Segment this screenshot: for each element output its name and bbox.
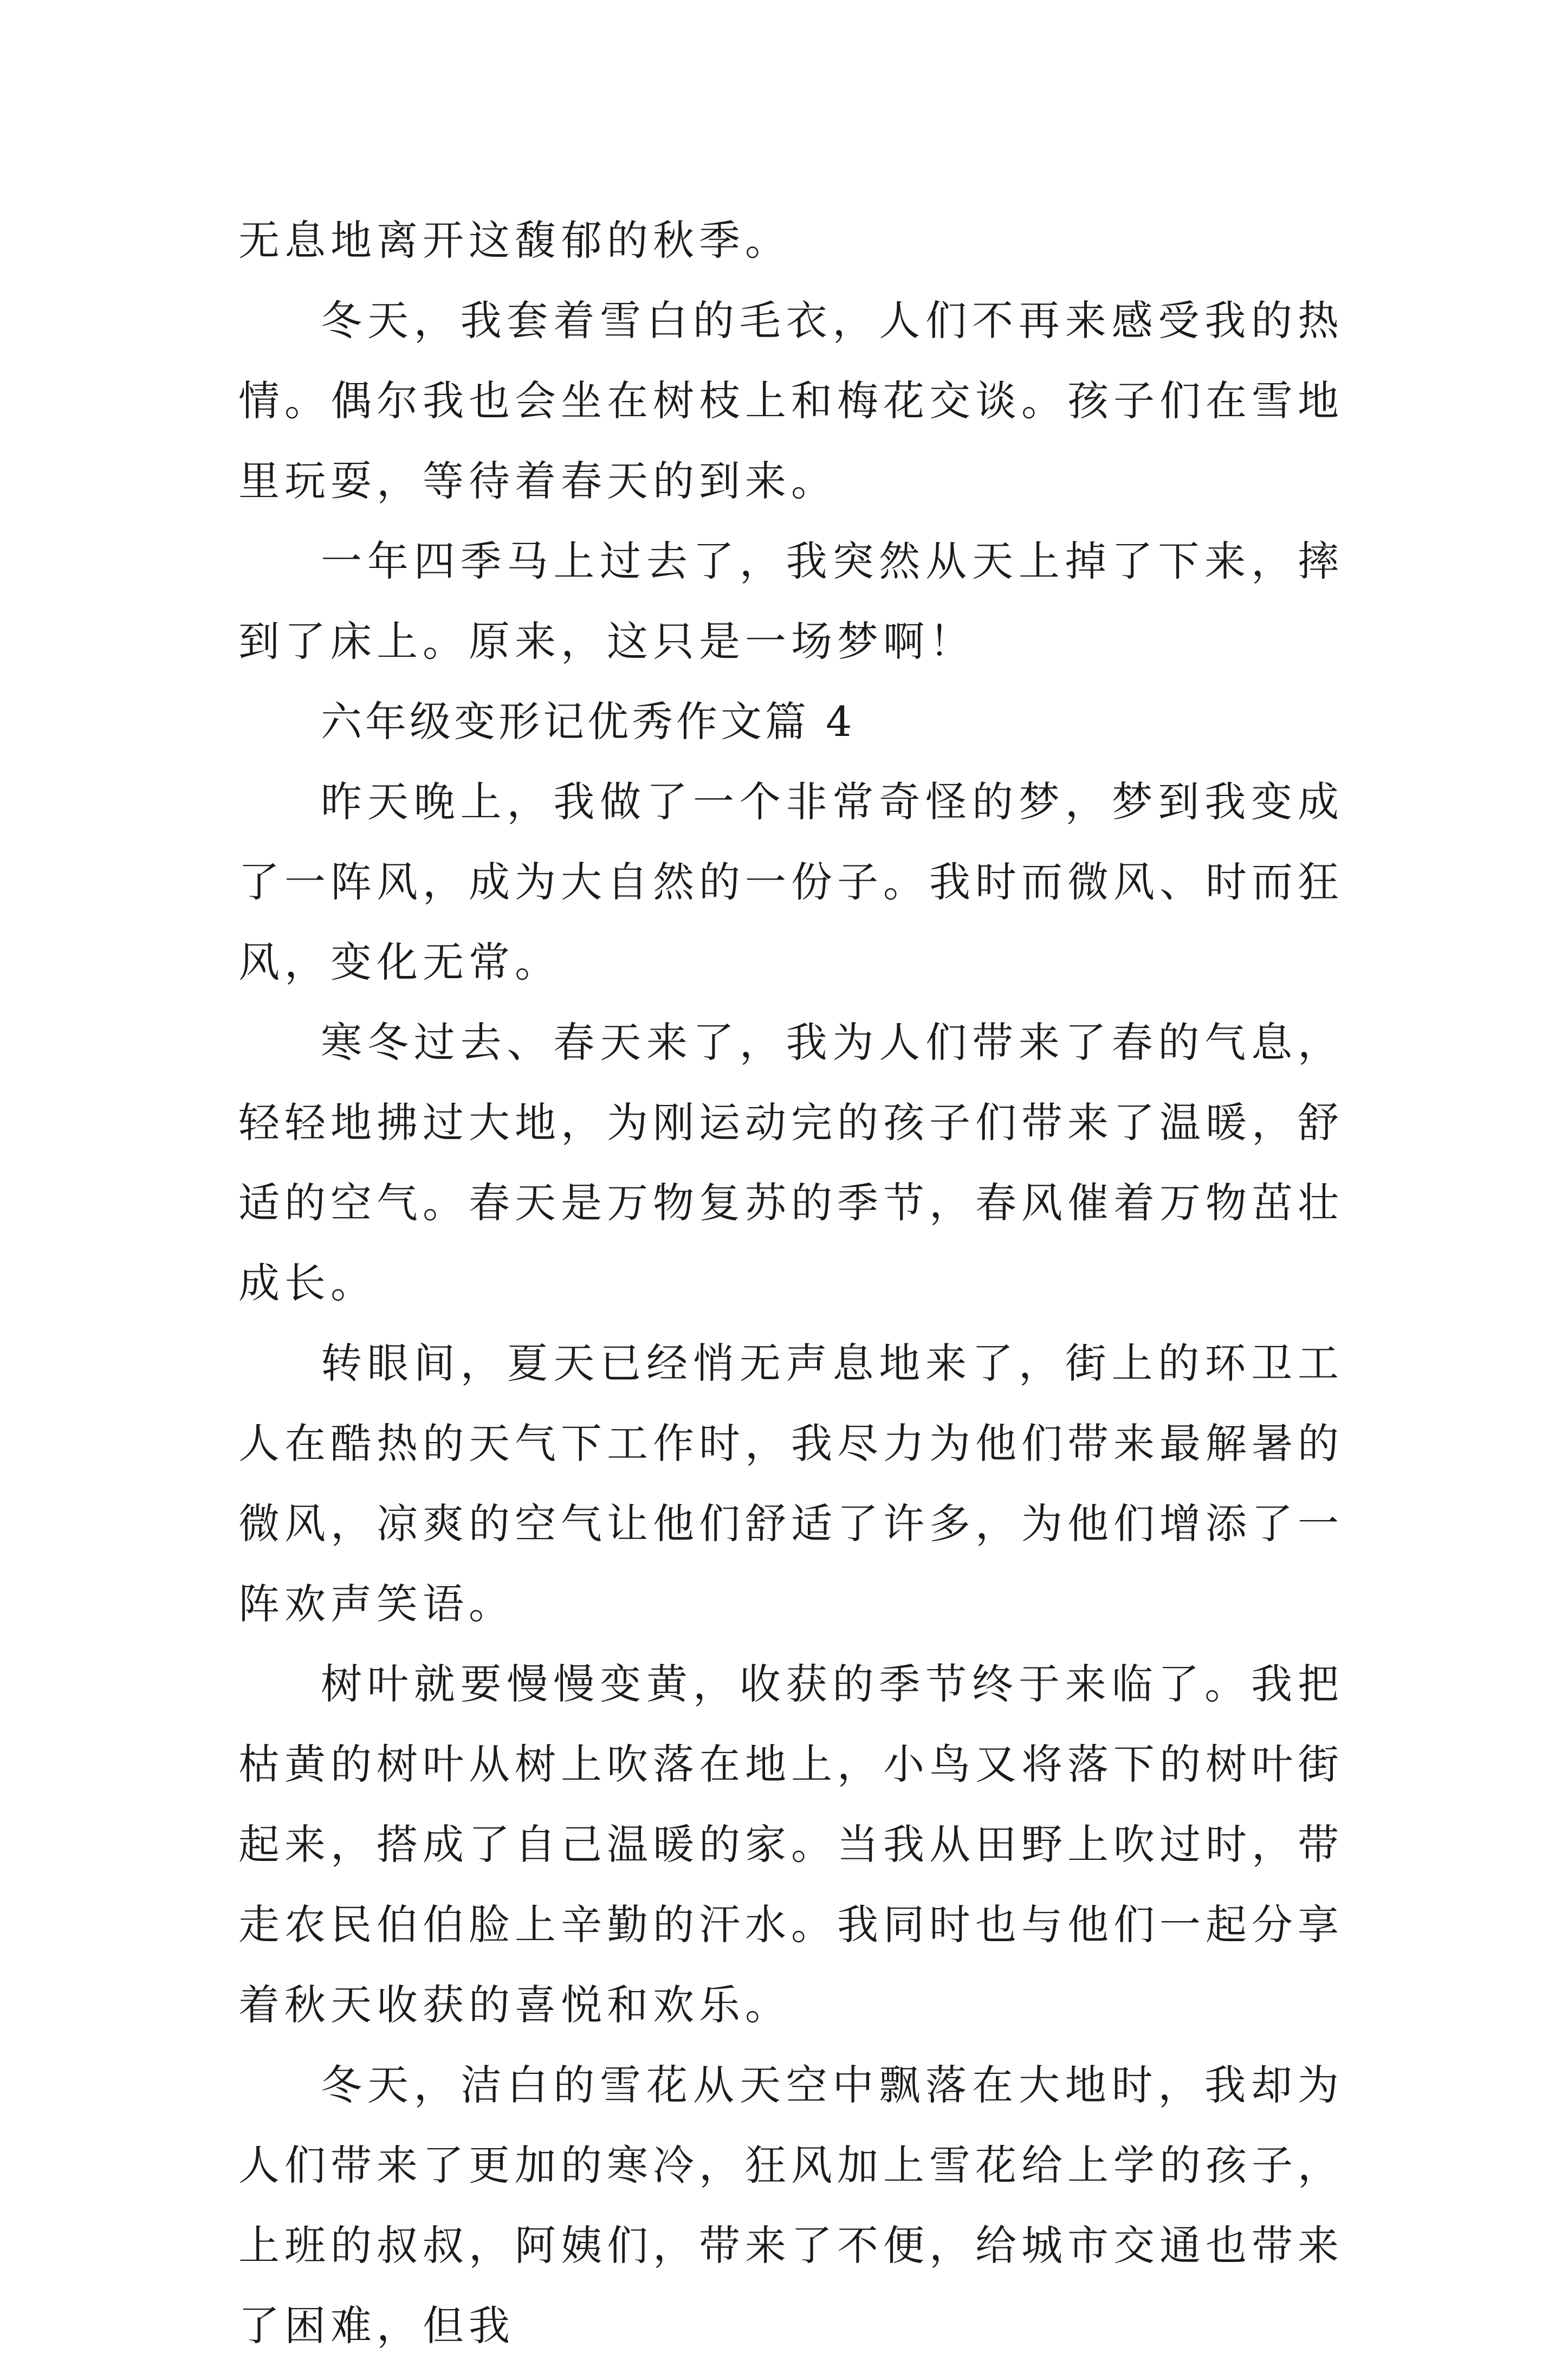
paragraph-dream-end: 一年四季马上过去了，我突然从天上掉了下来，摔到了床上。原来，这只是一场梦啊！ <box>238 537 1344 665</box>
paragraph-summer: 转眼间，夏天已经悄无声息地来了，街上的环卫工人在酷热的天气下工作时，我尽力为他们带来最解暑的微风，凉爽的空气让他们舒适了许多，为他们增添了一阵欢声笑语。 <box>238 1339 1344 1628</box>
paragraph-autumn: 树叶就要慢慢变黄，收获的季节终于来临了。我把枯黄的树叶从树上吹落在地上，小鸟又将落下的树叶街起来，搭成了自己温暖的家。当我从田野上吹过时，带走农民伯伯脸上辛勤的汗水。我同时也与他们一起分享着秋天收获的喜悦和欢乐。 <box>238 1660 1344 2029</box>
paragraph-winter-wind: 冬天，洁白的雪花从天空中飘落在大地时，我却为人们带来了更加的寒冷，狂风加上雪花给上学的孩子，上班的叔叔，阿姨们，带来了不便，给城市交通也带来了困难，但我 <box>238 2061 1344 2350</box>
section-heading: 六年级变形记优秀作文篇 4 <box>321 697 856 746</box>
paragraph-winter: 冬天，我套着雪白的毛衣，人们不再来感受我的热情。偶尔我也会坐在树枝上和梅花交谈。孩子们在雪地里玩耍，等待着春天的到来。 <box>238 296 1344 505</box>
paragraph-autumn-end: 无息地离开这馥郁的秋季。 <box>238 216 791 264</box>
document-body <box>238 201 1344 2366</box>
paragraph-dream-intro: 昨天晚上，我做了一个非常奇怪的梦，梦到我变成了一阵风，成为大自然的一份子。我时而微风、时而狂风，变化无常。 <box>238 778 1344 986</box>
paragraph-spring: 寒冬过去、春天来了，我为人们带来了春的气息，轻轻地拂过大地，为刚运动完的孩子们带来了温暖，舒适的空气。春天是万物复苏的季节，春风催着万物茁壮成长。 <box>238 1018 1344 1307</box>
